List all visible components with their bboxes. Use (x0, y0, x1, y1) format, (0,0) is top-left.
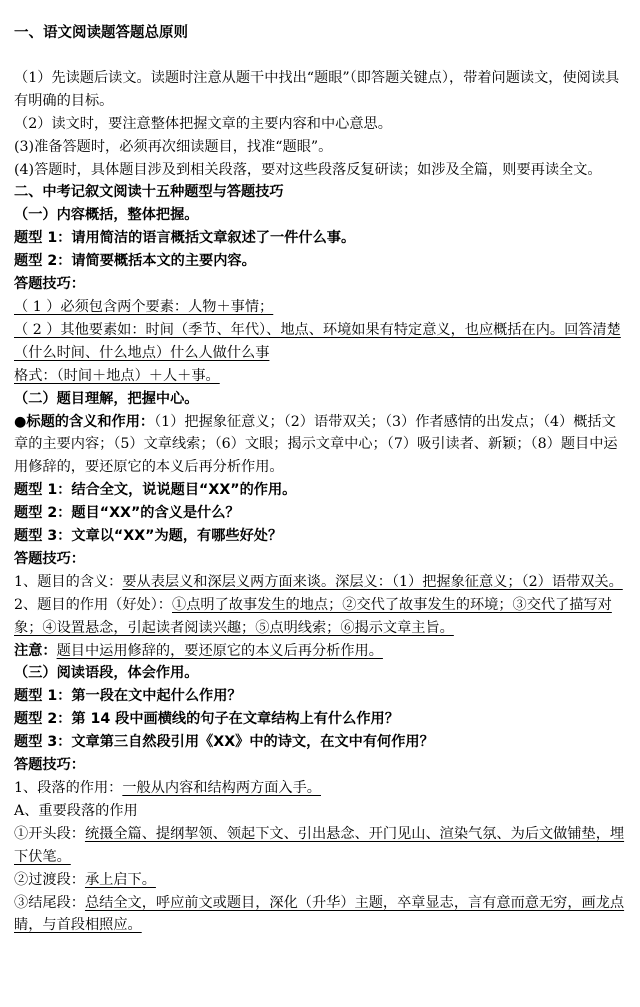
group-1-skill-heading: 答题技巧： (14, 276, 85, 293)
transition-body: 承上启下。 (84, 871, 156, 888)
opening-body: 统摄全篇、提纲挈领、领起下文、引出悬念、开门见山、渲染气氛、为后文做铺垫，埋下伏笔。 (14, 825, 625, 865)
group-1-title: （一）内容概括，整体把握。 (14, 207, 199, 224)
paragraph-role-body: 一般从内容和结构两方面入手。 (122, 780, 321, 796)
group-3-tip-1 (14, 777, 626, 800)
group-3-question-1: 题型 1：第一段在文中起什么作用？ (14, 688, 242, 705)
section-1-title: 一、语文阅读题答题总原则 (14, 25, 188, 41)
principle-3: (3)准备答题时，必须再次细读题目，找准“题眼”。 (14, 138, 333, 155)
ending-paragraph-item (14, 892, 626, 938)
transition-head: ②过渡段： (14, 871, 85, 888)
group-1-question-1: 题型 1：请用简洁的语言概括文章叙述了一件什么事。 (14, 230, 356, 247)
principle-2: （2）读文时，要注意整体把握文章的主要内容和中心意思。 (14, 115, 392, 132)
group-2-tip-1 (14, 571, 626, 594)
bullet-text: （1）把握象征意义；（2）语带双关；（3）作者感情的出发点；（4）概括文章的主要内容；（5）文章线索；（6）文眼；揭示文章中心；（7）吸引读者、新颖；（8）题目中运用修辞的，要还原它的本义后再分析作用。 (14, 413, 618, 476)
group-1-tip-2: （ 2 ）其他要素如：时间（季节、年代）、地点、环境如果有特定意义，也应概括在内。回答清楚（什么时间、什么地点）什么人做什么事 (14, 321, 621, 361)
note-body: 题目中运用修辞的，要还原它的本义后再分析作用。 (56, 642, 383, 659)
group-1-tip-1: （ 1 ）必须包含两个要素：人物＋事情； (14, 298, 274, 315)
group-2-question-1: 题型 1：结合全文，说说题目“XX”的作用。 (14, 482, 297, 499)
tip-2-head: 2、题目的作用（好处）： (14, 596, 172, 613)
bullet-label: ●标题的含义和作用： (14, 413, 155, 430)
principle-1: （1）先读题后读文。读题时注意从题干中找出“题眼”（即答题关键点），带着问题读文，使阅读具有明确的目标。 (14, 69, 620, 109)
tip-2-body: ①点明了故事发生的地点；②交代了故事发生的环境；③交代了描写对象；④设置悬念，引起读者阅读兴趣；⑤点明线索；⑥揭示文章主旨。 (14, 596, 612, 636)
tip-1-head: 1、题目的含义： (14, 573, 123, 590)
tip-1-body: 要从表层义和深层义两方面来谈。深层义：（1）把握象征意义；（2）语带双关。 (122, 573, 623, 590)
group-3-skill-heading: 答题技巧： (14, 757, 85, 774)
paragraph-role-head: 1、段落的作用： (14, 780, 123, 796)
group-2-question-2: 题型 2：题目“XX”的含义是什么？ (14, 505, 240, 522)
group-2-title: （二）题目理解，把握中心。 (14, 390, 199, 407)
group-2-skill-heading: 答题技巧： (14, 550, 85, 567)
note-label: 注意： (14, 642, 57, 659)
ending-body: 总结全文，呼应前文或题目，深化（升华）主题，卒章显志，言有意而意无穷，画龙点睛，与首段相照应。 (14, 894, 625, 934)
important-paragraphs-title: A、重要段落的作用 (14, 802, 138, 819)
group-3-question-3: 题型 3：文章第三自然段引用《XX》中的诗文，在文中有何作用？ (14, 734, 434, 751)
group-2-note (14, 640, 626, 663)
principle-4: (4)答题时，具体题目涉及到相关段落，要对这些段落反复研读；如涉及全篇，则要再读全文。 (14, 161, 602, 178)
transition-paragraph-item (14, 869, 626, 892)
group-3-title: （三）阅读语段，体会作用。 (14, 665, 199, 682)
opening-paragraph-item (14, 823, 626, 869)
ending-head: ③结尾段： (14, 894, 85, 911)
title-meaning-bullet (14, 411, 626, 480)
group-2-tip-2 (14, 594, 626, 640)
section-2-title: 二、中考记叙文阅读十五种题型与答题技巧 (14, 184, 284, 201)
group-3-question-2: 题型 2：第 14 段中画横线的句子在文章结构上有什么作用？ (14, 711, 399, 728)
group-1-tip-3: 格式：（时间＋地点）＋人＋事。 (14, 367, 220, 384)
group-2-question-3: 题型 3：文章以“XX”为题，有哪些好处？ (14, 528, 283, 545)
opening-head: ①开头段： (14, 825, 85, 842)
group-1-question-2: 题型 2：请简要概括本文的主要内容。 (14, 253, 256, 270)
document-page (14, 0, 626, 937)
